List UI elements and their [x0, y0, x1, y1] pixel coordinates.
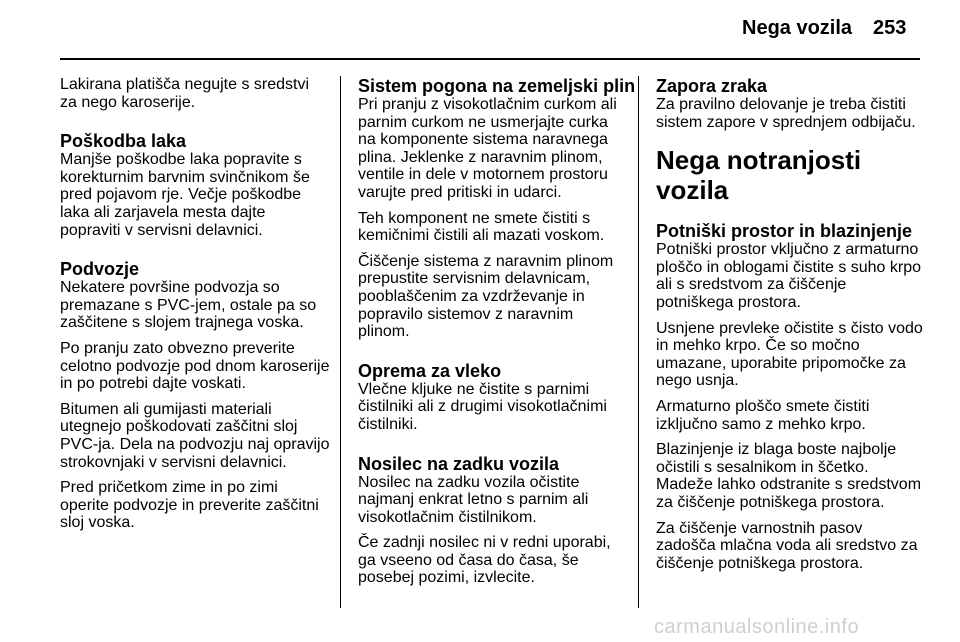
- section-heading-paint-damage: Poškodba laka: [60, 131, 187, 152]
- paragraph: Čiščenje sistema z naravnim plinom prepustite servisnim delavnicam, pooblaščenim za vzdrževanje in popravilo sistemov z naravnim plinom.: [358, 252, 614, 341]
- page-number: 253: [873, 17, 907, 39]
- paragraph: Za čiščenje varnostnih pasov zadošča mlačna voda ali sredstvo za čiščenje potniškega prostora.: [656, 519, 918, 572]
- watermark: carmanualsonline.info: [654, 616, 860, 638]
- paragraph: Če zadnji nosilec ni v redni uporabi, ga vseeno od časa do časa, še posebej pozimi, izvlecite.: [358, 534, 611, 587]
- intro-paragraph: Lakirana platišča negujte s sredstvi za nego karoserije.: [60, 76, 310, 111]
- header-rule: [60, 58, 920, 60]
- paragraph: Bitumen ali gumijasti materiali utegnejo poškodovati zaščitni sloj PVC-ja. Dela na podvozju naj opravijo strokovnjaki v servisni delavnici.: [60, 400, 330, 471]
- paragraph: Armaturno ploščo smete čistiti izključno samo z mehko krpo.: [656, 397, 870, 433]
- column-2: [358, 76, 636, 595]
- column-divider: [340, 76, 341, 608]
- paragraph: Pred pričetkom zime in po zimi operite podvozje in preverite zaščitni sloj voska.: [60, 479, 319, 532]
- section-heading-rear-carrier: Nosilec na zadku vozila: [358, 453, 560, 474]
- paragraph: Manjše poškodbe laka popravite s korekturnim barvnim svinčnikom še pred pojavom rje. Večje poškodbe laka ali zarjavela mesta dajte popraviti v servisni delavnici.: [60, 151, 310, 239]
- paragraph: Za pravilno delovanje je treba čistiti sistem zapore v sprednjem odbijaču.: [656, 96, 916, 131]
- section-heading-towing-equipment: Oprema za vleko: [358, 360, 502, 381]
- page-title: Nega vozila: [742, 17, 853, 39]
- section-heading-underbody: Podvozje: [60, 259, 140, 280]
- section-heading-air-shutter: Zapora zraka: [656, 76, 768, 96]
- paragraph: Blazinjenje iz blaga boste najbolje očistili s sesalnikom in ščetko. Madeže lahko odstranite s sredstvom za čiščenje potniškega prostora.: [656, 441, 922, 511]
- page-header: [0, 0, 960, 60]
- chapter-heading-interior-care: Nega notranjosti vozila: [656, 145, 862, 206]
- column-1: [60, 76, 330, 540]
- paragraph: Po pranju zato obvezno preverite celotno podvozje pod dnom karoserije in po potrebi dajte voskati.: [60, 339, 330, 393]
- column-3: [656, 76, 926, 580]
- section-heading-natural-gas-system: Sistem pogona na zemeljski plin: [358, 76, 636, 96]
- paragraph: Pri pranju z visokotlačnim curkom ali parnim curkom ne usmerjajte curka na komponente sistema naravnega plina. Jeklenke z naravnim plinom, ventile in dele v motornem prostoru varujte pred pritiski in udarci.: [358, 96, 617, 201]
- paragraph: Nosilec na zadku vozila očistite najmanj enkrat letno s parnim ali visokotlačnim čistilnikom.: [358, 473, 589, 526]
- paragraph: Usnjene prevleke očistite s čisto vodo in mehko krpo. Če so močno umazane, uporabite pripomočke za nego usnja.: [656, 319, 923, 390]
- section-heading-passenger-compartment: Potniški prostor in blazinjenje: [656, 221, 913, 242]
- column-divider: [638, 76, 639, 608]
- paragraph: Nekatere površine podvozja so premazane s PVC-jem, ostale pa so zaščitene s slojem trajnega voska.: [60, 279, 317, 332]
- paragraph: Vlečne kljuke ne čistite s parnimi čistilniki ali z drugimi visokotlačnimi čistilniki.: [358, 380, 607, 433]
- paragraph: Teh komponent ne smete čistiti s kemičnimi čistili ali mazati voskom.: [358, 209, 605, 245]
- paragraph: Potniški prostor vključno z armaturno ploščo in oblogami čistite s suho krpo ali s sredstvom za čiščenje potniškega prostora.: [656, 241, 922, 311]
